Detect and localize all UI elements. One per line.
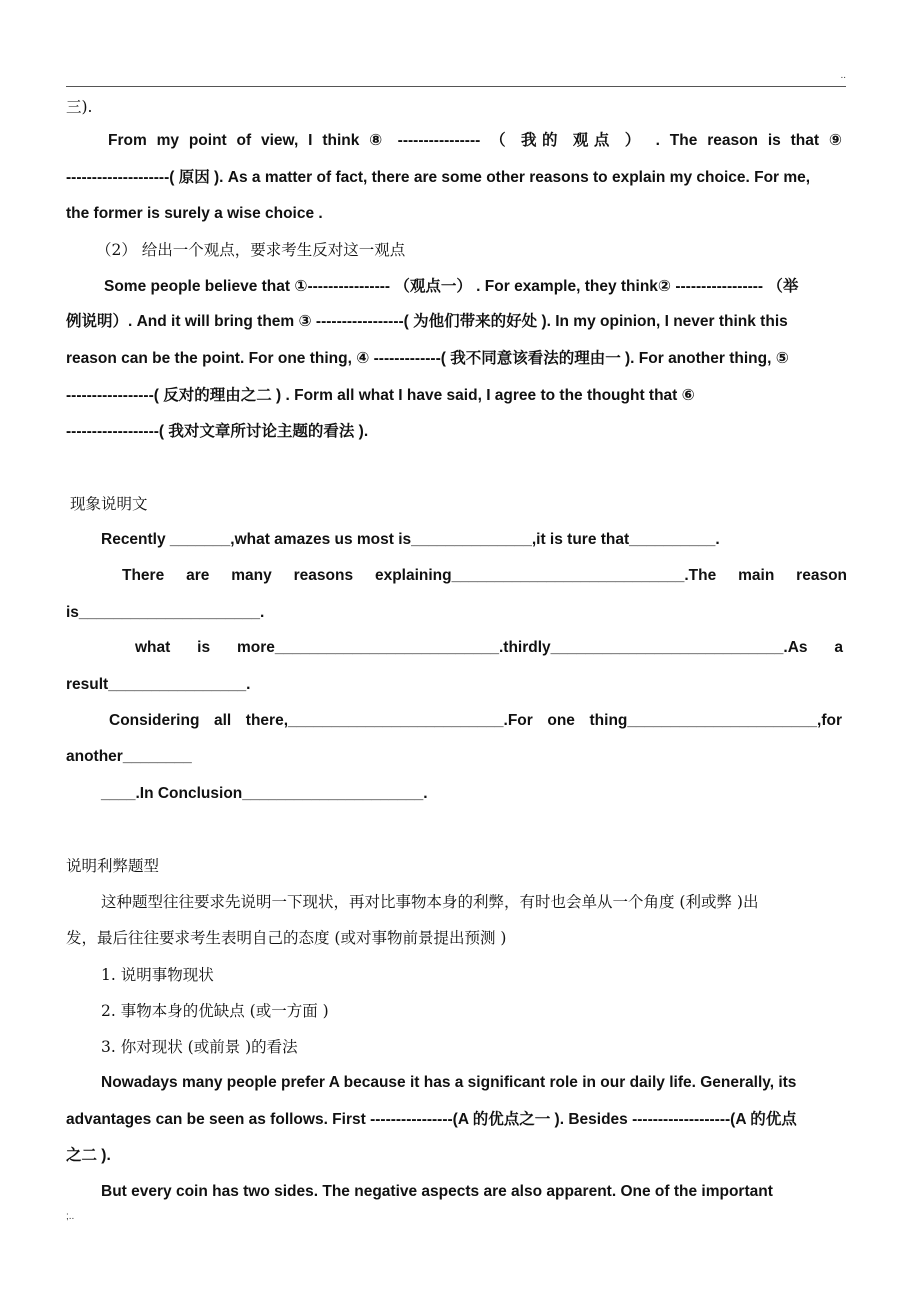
list-item-2: 2. 事物本身的优缺点 (或一方面 ) xyxy=(101,1002,329,1020)
line-2: From my point of view, I think ⑧ ---------------- （ 我的 观点 ） . The reason is that ⑨ xyxy=(108,132,842,149)
line-17: Considering all there,_________________________.For one thing______________________,for xyxy=(109,712,842,729)
line-16: result________________. xyxy=(66,676,251,693)
line-29: But every coin has two sides. The negative aspects are also apparent. One of the important xyxy=(101,1183,773,1200)
line-28: 之二 ). xyxy=(66,1147,111,1164)
line-19: ____.In Conclusion_____________________. xyxy=(101,785,428,802)
list-item-3: 3. 你对现状 (或前景 )的看法 xyxy=(101,1038,298,1056)
line-5: （2） 给出一个观点，要求考生反对这一观点 xyxy=(96,241,406,259)
section-title-pros-cons: 说明利弊题型 xyxy=(66,857,160,875)
line-27: advantages can be seen as follows. First ----------------(A 的优点之一 ). Besides -------------------(A 的优点 xyxy=(66,1111,797,1128)
line-12: Recently _______,what amazes us most is______________,it is ture that__________. xyxy=(101,531,720,548)
line-3: --------------------( 原因 ). As a matter of fact, there are some other reasons to explain my choice. For me, xyxy=(66,169,811,186)
line-8: reason can be the point. For one thing, ④ -------------( 我不同意该看法的理由一 ). For another thing, ⑤ xyxy=(66,350,789,367)
line-14: is_____________________. xyxy=(66,604,265,621)
footer-dots: ;.. xyxy=(66,1211,75,1222)
line-21: 这种题型往往要求先说明一下现状，再对比事物本身的利弊，有时也会单从一个角度 (利或弊 )出 xyxy=(101,893,759,911)
line-26: Nowadays many people prefer A because it has a significant role in our daily life. Generally, its xyxy=(101,1074,797,1091)
line-9: -----------------( 反对的理由之二 ) . Form all what I have said, I agree to the thought that ⑥ xyxy=(66,387,695,404)
line-7: 例说明）. And it will bring them ③ -----------------( 为他们带来的好处 ). In my opinion, I never think this xyxy=(66,313,788,330)
line-1: 三). xyxy=(66,98,93,116)
line-15: what is more__________________________.thirdly___________________________.As a xyxy=(135,639,843,656)
header-rule xyxy=(66,86,846,87)
line-6: Some people believe that ①---------------- （观点一） . For example, they think② ----------------- （举 xyxy=(104,278,799,295)
list-item-1: 1. 说明事物现状 xyxy=(101,966,214,984)
line-4: the former is surely a wise choice . xyxy=(66,205,323,222)
section-title-phenomenon: 现象说明文 xyxy=(70,495,148,513)
line-10: ------------------( 我对文章所讨论主题的看法 ). xyxy=(66,423,369,440)
header-dots: .. xyxy=(840,70,846,81)
line-22: 发，最后往往要求考生表明自己的态度 (或对事物前景提出预测 ) xyxy=(66,929,507,947)
line-18: another________ xyxy=(66,748,192,765)
line-13: There are many reasons explaining___________________________.The main reason xyxy=(122,567,847,584)
